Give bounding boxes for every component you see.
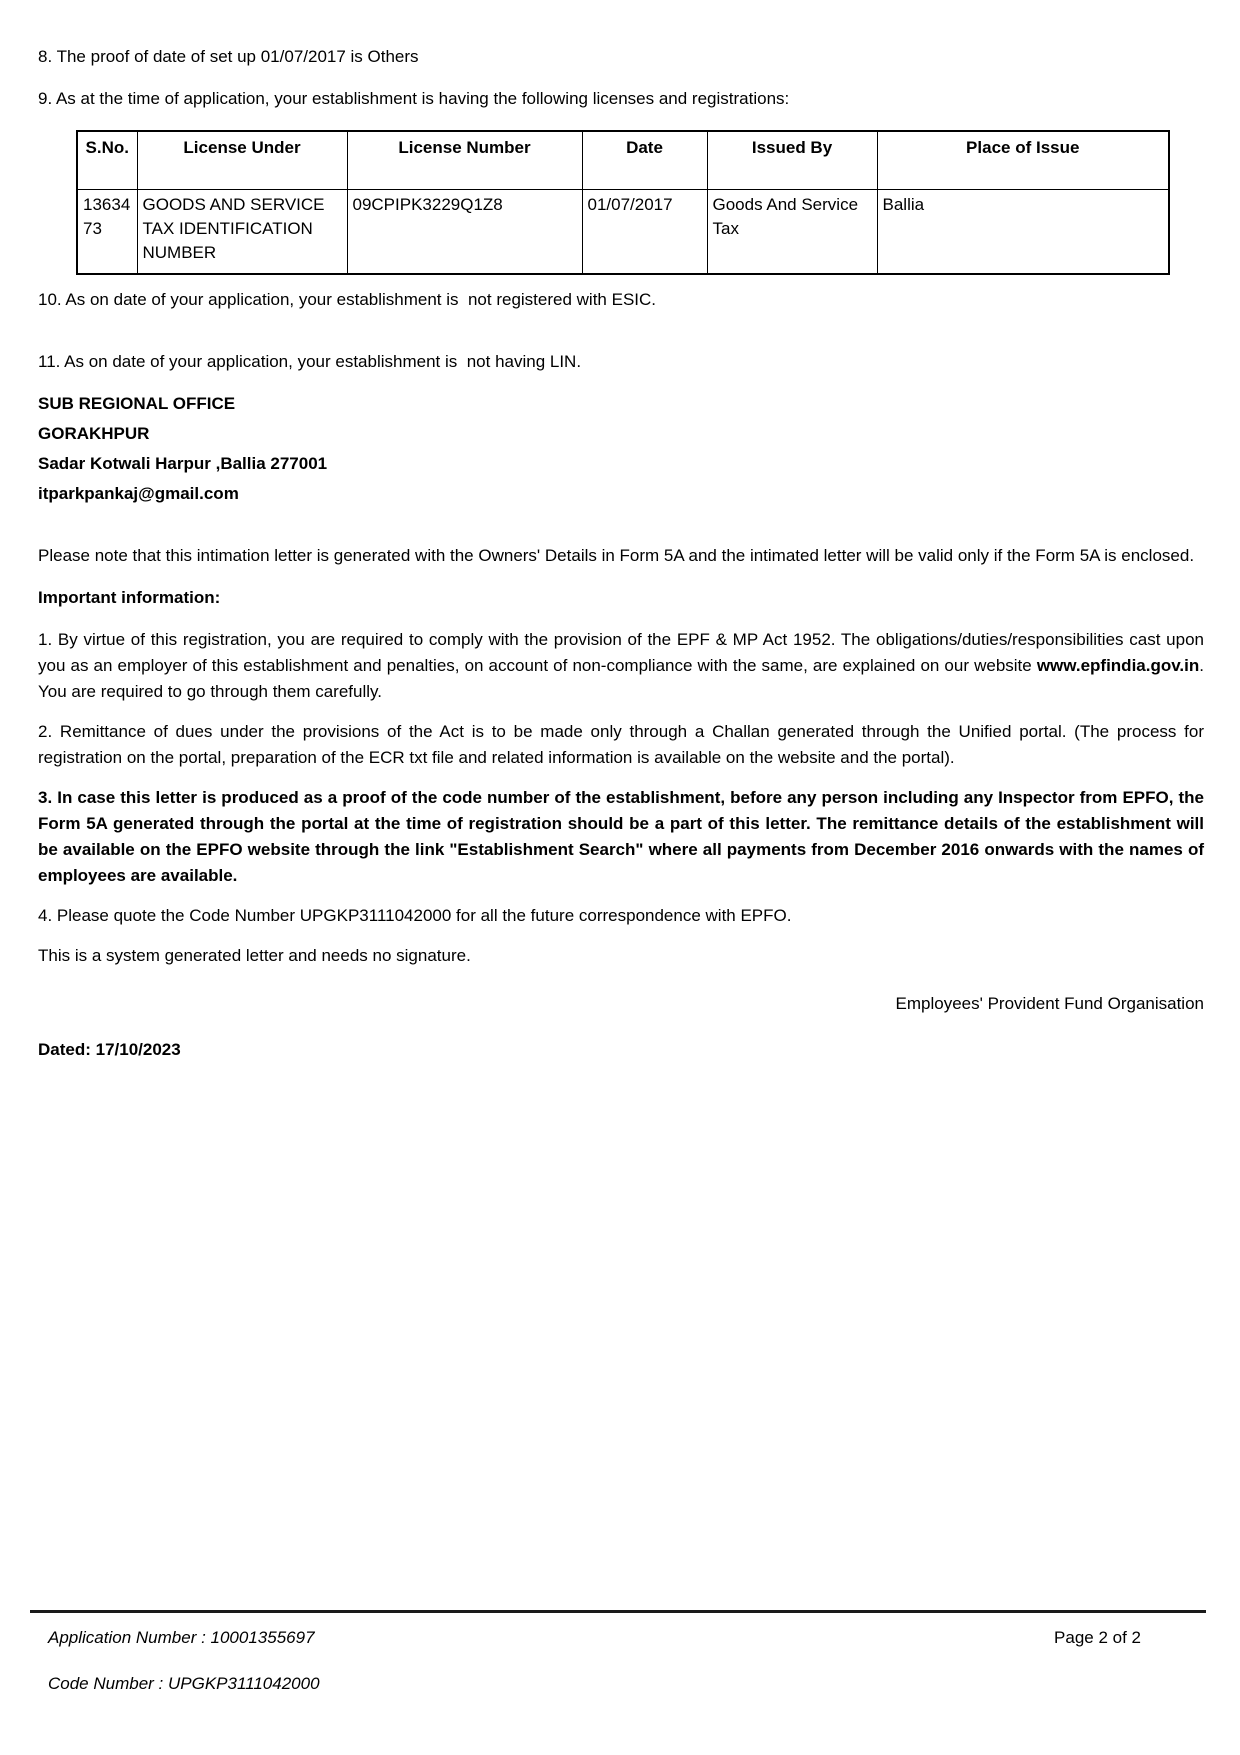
header-license-under: License Under	[137, 131, 347, 189]
cell-date: 01/07/2017	[582, 189, 707, 274]
item-11: 11. As on date of your application, your establishment is not having LIN.	[38, 351, 582, 371]
table-row	[77, 189, 1169, 274]
epfindia-website-text: www.epfindia.gov.in	[1036, 655, 1200, 675]
page-footer	[30, 1610, 1206, 1697]
cell-license-number: 09CPIPK3229Q1Z8	[347, 189, 582, 274]
office-city: GORAKHPUR	[38, 423, 150, 443]
header-license-number: License Number	[347, 131, 582, 189]
item-8: 8. The proof of date of set up 01/07/2017 is Others	[38, 47, 419, 66]
header-place-of-issue: Place of Issue	[877, 131, 1169, 189]
licenses-table-header-row	[77, 131, 1169, 189]
item-9: 9. As at the time of application, your establishment is having the following licenses and registrations:	[38, 89, 790, 108]
para-1-text: 1. By virtue of this registration, you are required to comply with the provision of the EPF & MP Act 1952. The obligations/duties/responsibilities cast upon you as an employer of this establishment and penalties, on account of non-compliance with the same, are explained on our website	[38, 629, 1204, 675]
licenses-table	[76, 130, 1170, 275]
important-para-2: 2. Remittance of dues under the provisions of the Act is to be made only through a Challan generated through the Unified portal. (The process for registration on the portal, preparation of the ECR txt file and related information is available on the website and the portal).	[38, 721, 1204, 767]
organisation-signature: Employees' Provident Fund Organisation	[895, 993, 1204, 1013]
dated-line: Dated: 17/10/2023	[38, 1039, 181, 1059]
footer-divider	[30, 1610, 1206, 1613]
footer-code-row	[30, 1671, 1206, 1697]
important-para-4: 4. Please quote the Code Number UPGKP3111042000 for all the future correspondence with EPFO.	[38, 905, 792, 925]
office-email: itparkpankaj@gmail.com	[38, 483, 239, 503]
application-number: Application Number : 10001355697	[48, 1628, 315, 1647]
cell-license-under: GOODS AND SERVICE TAX IDENTIFICATION NUMBER	[137, 189, 347, 274]
form5a-note: Please note that this intimation letter is generated with the Owners' Details in Form 5A and the intimated letter will be valid only if the Form 5A is enclosed.	[38, 545, 1195, 565]
important-information-heading: Important information:	[38, 587, 221, 607]
cell-place-of-issue: Ballia	[877, 189, 1169, 274]
para-1-text-end: . You are required to go through them carefully.	[38, 655, 1204, 701]
item-10: 10. As on date of your application, your establishment is not registered with ESIC.	[38, 289, 657, 309]
header-sno: S.No.	[77, 131, 137, 189]
system-generated-note: This is a system generated letter and needs no signature.	[38, 945, 471, 965]
cell-issued-by: Goods And Service Tax	[707, 189, 877, 274]
header-issued-by: Issued By	[707, 131, 877, 189]
important-para-1	[38, 627, 1204, 705]
footer-row	[30, 1625, 1206, 1651]
important-para-3: 3. In case this letter is produced as a proof of the code number of the establishment, before any person including any Inspector from EPFO, the Form 5A generated through the portal at the time of registration should be a part of this letter. The remittance details of the establishment will be available on the EPFO website through the link "Establishment Search" where all payments from December 2016 onwards with the names of employees are available.	[38, 787, 1204, 885]
page-indicator: Page 2 of 2	[1054, 1628, 1141, 1647]
office-address: Sadar Kotwali Harpur ,Ballia 277001	[38, 453, 328, 473]
office-name: SUB REGIONAL OFFICE	[38, 393, 236, 413]
header-date: Date	[582, 131, 707, 189]
office-address-block	[38, 389, 1204, 509]
cell-sno: 1363473	[77, 189, 137, 274]
code-number: Code Number : UPGKP3111042000	[48, 1674, 320, 1693]
